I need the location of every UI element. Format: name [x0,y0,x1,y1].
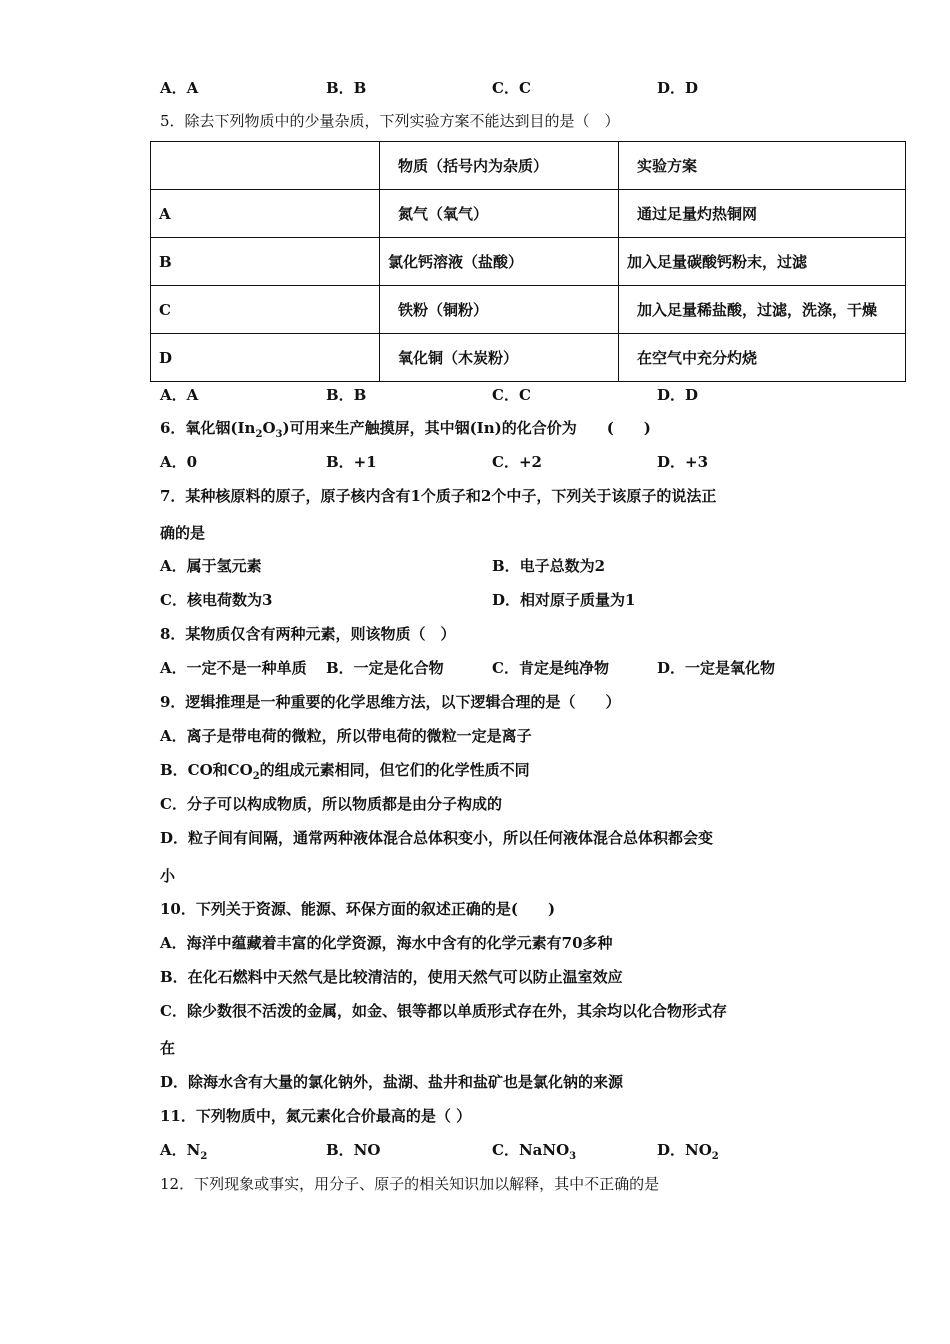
q7-option-b: B．电子总数为2 [492,557,606,575]
q10-option-a: A．海洋中蕴藏着丰富的化学资源，海水中含有的化学元素有70多种 [160,934,613,952]
table-cell: 通过足量灼热铜网 [619,190,906,238]
q6-text-suffix: )可用来生产触摸屏，其中铟(In)的化合价为 ( ) [282,419,651,437]
q5-question: 5．除去下列物质中的少量杂质，下列实验方案不能达到目的是（ ） [160,112,620,130]
q4-option-a: A．A [160,79,199,97]
q9-option-d-line2: 小 [160,867,176,885]
table-header-cell [151,142,380,190]
q8-question: 8．某物质仅含有两种元素，则该物质（ ） [160,625,456,643]
q6-option-b: B．+1 [326,453,377,471]
table-header-cell: 实验方案 [619,142,906,190]
table-cell: A [151,190,380,238]
q7-option-c: C．核电荷数为3 [160,591,273,609]
q6-subscript-2: 3 [275,429,283,440]
q5-option-d: D．D [657,386,699,404]
table-header-cell: 物质（括号内为杂质） [380,142,619,190]
q4-option-d: D．D [657,79,699,97]
q11-option-d-subscript: 2 [711,1151,719,1162]
q7-option-d: D．相对原子质量为1 [492,591,636,609]
q10-option-d: D．除海水含有大量的氯化钠外，盐湖、盐井和盐矿也是氯化钠的来源 [160,1073,624,1091]
table-cell: 加入足量碳酸钙粉末，过滤 [619,238,906,286]
q8-option-a: A．一定不是一种单质 [160,659,307,677]
q8-option-b: B．一定是化合物 [326,659,444,677]
table-row [151,334,906,382]
q6-text-prefix: 6．氧化铟(In [160,419,256,437]
q11-option-c-subscript: 3 [569,1151,577,1162]
q10-option-c-line2: 在 [160,1039,176,1057]
q11-option-c-text: C．NaNO [492,1141,570,1159]
q9-option-b-subscript: 2 [252,771,260,782]
table-cell: B [151,238,380,286]
q6-option-d: D．+3 [657,453,709,471]
q11-option-a [160,1140,207,1160]
q9-option-b [160,760,530,780]
table-cell: 氯化钙溶液（盐酸） [380,238,619,286]
q11-option-d-text: D．NO [657,1141,712,1159]
q7-question-line2: 确的是 [160,524,206,542]
table-cell: 氮气（氧气） [380,190,619,238]
table-header-row [151,142,906,190]
q10-question: 10．下列关于资源、能源、环保方面的叙述正确的是( ) [160,900,556,918]
q9-option-c: C．分子可以构成物质，所以物质都是由分子构成的 [160,795,502,813]
q9-option-d-line1: D．粒子间有间隔，通常两种液体混合总体积变小，所以任何液体混合总体积都会变 [160,829,714,847]
q6-question [160,418,651,438]
q9-option-b-prefix: B．CO和CO [160,761,253,779]
q12-question: 12．下列现象或事实，用分子、原子的相关知识加以解释，其中不正确的是 [160,1175,660,1193]
table-row [151,190,906,238]
q10-option-b: B．在化石燃料中天然气是比较清洁的，使用天然气可以防止温室效应 [160,968,623,986]
q6-option-c: C．+2 [492,453,542,471]
table-cell: D [151,334,380,382]
q9-question: 9．逻辑推理是一种重要的化学思维方法，以下逻辑合理的是（ ） [160,693,621,711]
q6-subscript-1: 2 [255,429,263,440]
q5-table [150,141,906,382]
table-row [151,286,906,334]
q9-option-a: A．离子是带电荷的微粒，所以带电荷的微粒一定是离子 [160,727,532,745]
q11-option-d [657,1140,719,1160]
q11-option-a-text: A．N [160,1141,201,1159]
table-cell: 氧化铜（木炭粉） [380,334,619,382]
table-cell: 铁粉（铜粉） [380,286,619,334]
q8-option-d: D．一定是氧化物 [657,659,776,677]
table-cell: C [151,286,380,334]
q6-text-mid: O [262,419,276,437]
q10-option-c-line1: C．除少数很不活泼的金属，如金、银等都以单质形式存在外，其余均以化合物形式存 [160,1002,727,1020]
q7-question-line1: 7．某种核原料的原子，原子核内含有1个质子和2个中子，下列关于该原子的说法正 [160,487,717,505]
q11-option-b: B．NO [326,1141,381,1159]
q6-option-a: A．0 [160,453,198,471]
table-row [151,238,906,286]
q11-option-a-subscript: 2 [200,1151,208,1162]
q11-option-c [492,1140,576,1160]
q4-option-c: C．C [492,79,531,97]
q5-option-c: C．C [492,386,531,404]
q5-option-b: B．B [326,386,367,404]
q9-option-b-suffix: 的组成元素相同，但它们的化学性质不同 [259,761,530,779]
q4-option-b: B．B [326,79,367,97]
table-cell: 在空气中充分灼烧 [619,334,906,382]
q7-option-a: A．属于氢元素 [160,557,262,575]
q8-option-c: C．肯定是纯净物 [492,659,609,677]
table-cell: 加入足量稀盐酸，过滤，洗涤，干燥 [619,286,906,334]
q5-option-a: A．A [160,386,199,404]
q11-question: 11．下列物质中，氮元素化合价最高的是（ ） [160,1107,472,1125]
